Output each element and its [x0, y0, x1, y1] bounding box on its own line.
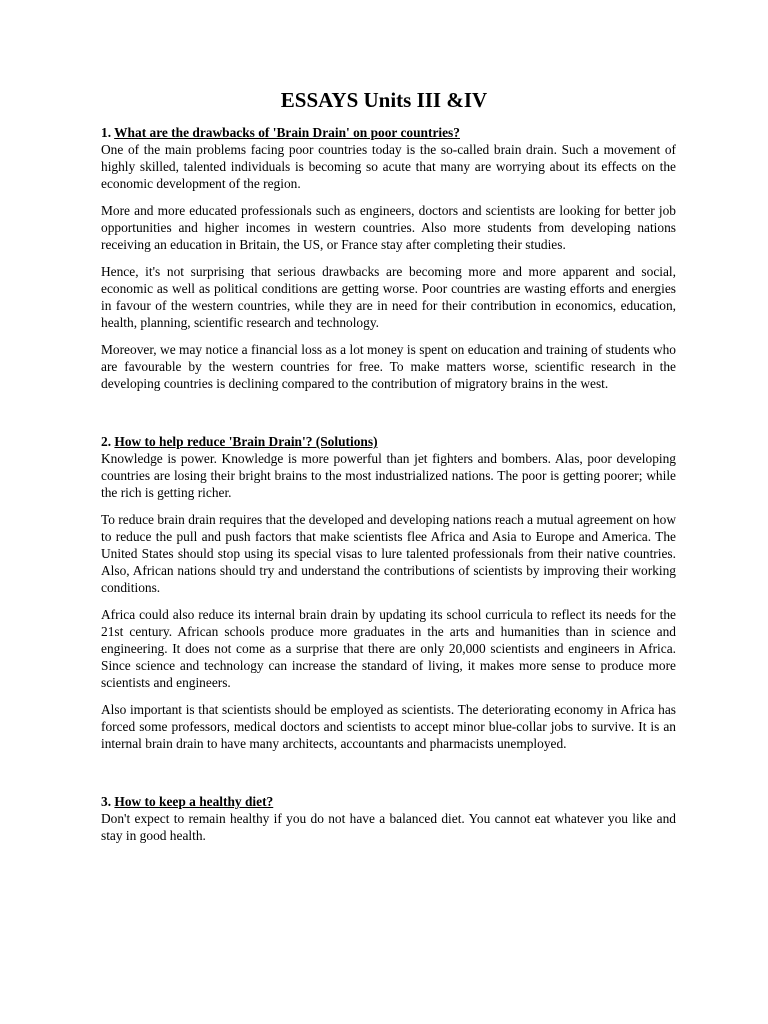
paragraph: Moreover, we may notice a financial loss as a lot money is spent on education and training of students who are favourable by the western countries for free. To make matters worse, scientific research in the developing countries is declining compared to the contribution of migratory brains in the west.: [101, 342, 676, 391]
section-heading-text: What are the drawbacks of 'Brain Drain' on poor countries?: [114, 125, 460, 140]
paragraph: Don't expect to remain healthy if you do not have a balanced diet. You cannot eat whatever you like and stay in good health.: [101, 811, 676, 843]
essay-section-2: [101, 433, 676, 752]
section-heading-1: [101, 124, 676, 141]
section-number: 2.: [101, 434, 112, 449]
essay-section-3: [101, 793, 676, 844]
paragraph: To reduce brain drain requires that the developed and developing nations reach a mutual agreement on how to reduce the pull and push factors that make scientists flee Africa and Asia to Europe and America. The United States should stop using its special visas to lure talented professionals from their native countries. Also, African nations should try and understand the contributions of scientists by improving their working conditions.: [101, 512, 676, 595]
paragraph: Hence, it's not surprising that serious drawbacks are becoming more and more apparent and social, economic as well as political conditions are getting worse. Poor countries are wasting efforts and energies in favour of the western countries, while they are in need for their contribution in economics, education, health, planning, scientific research and technology.: [101, 264, 676, 330]
page-title: ESSAYS Units III &IV: [280, 88, 488, 112]
document-body: [101, 124, 676, 854]
paragraph: Also important is that scientists should be employed as scientists. The deteriorating economy in Africa has forced some professors, medical doctors and scientists to accept minor blue-collar jobs to survive. It is an internal brain drain to have many architects, accountants and pharmacists unemployed.: [101, 702, 676, 751]
paragraph: One of the main problems facing poor countries today is the so-called brain drain. Such a movement of highly skilled, talented individuals is becoming so acute that many are worrying about its effects on the economic development of the region.: [101, 142, 676, 191]
paragraph: More and more educated professionals such as engineers, doctors and scientists are looking for better job opportunities and higher incomes in western countries. Also more students from developing nations receiving an education in Britain, the US, or France stay after completing their studies.: [101, 203, 676, 252]
essay-section-1: [101, 124, 676, 392]
section-heading-2: [101, 433, 676, 450]
section-number: 1.: [101, 125, 112, 140]
paragraph: Africa could also reduce its internal brain drain by updating its school curricula to reflect its needs for the 21st century. African schools produce more graduates in the arts and humanities than in science and engineering. It does not come as a surprise that there are only 20,000 scientists and engineers in Africa. Since science and technology can increase the standard of living, it makes more sense to produce more scientists and engineers.: [101, 607, 676, 690]
section-spacer: [101, 762, 676, 793]
section-heading-text: How to help reduce 'Brain Drain'? (Solutions): [114, 434, 378, 449]
section-heading-text: How to keep a healthy diet?: [114, 794, 274, 809]
section-heading-3: [101, 793, 676, 810]
section-number: 3.: [101, 794, 112, 809]
paragraph: Knowledge is power. Knowledge is more powerful than jet fighters and bombers. Alas, poor developing countries are losing their bright brains to the most industrialized nations. The poor is getting poorer; while the rich is getting richer.: [101, 451, 676, 500]
section-spacer: [101, 402, 676, 433]
